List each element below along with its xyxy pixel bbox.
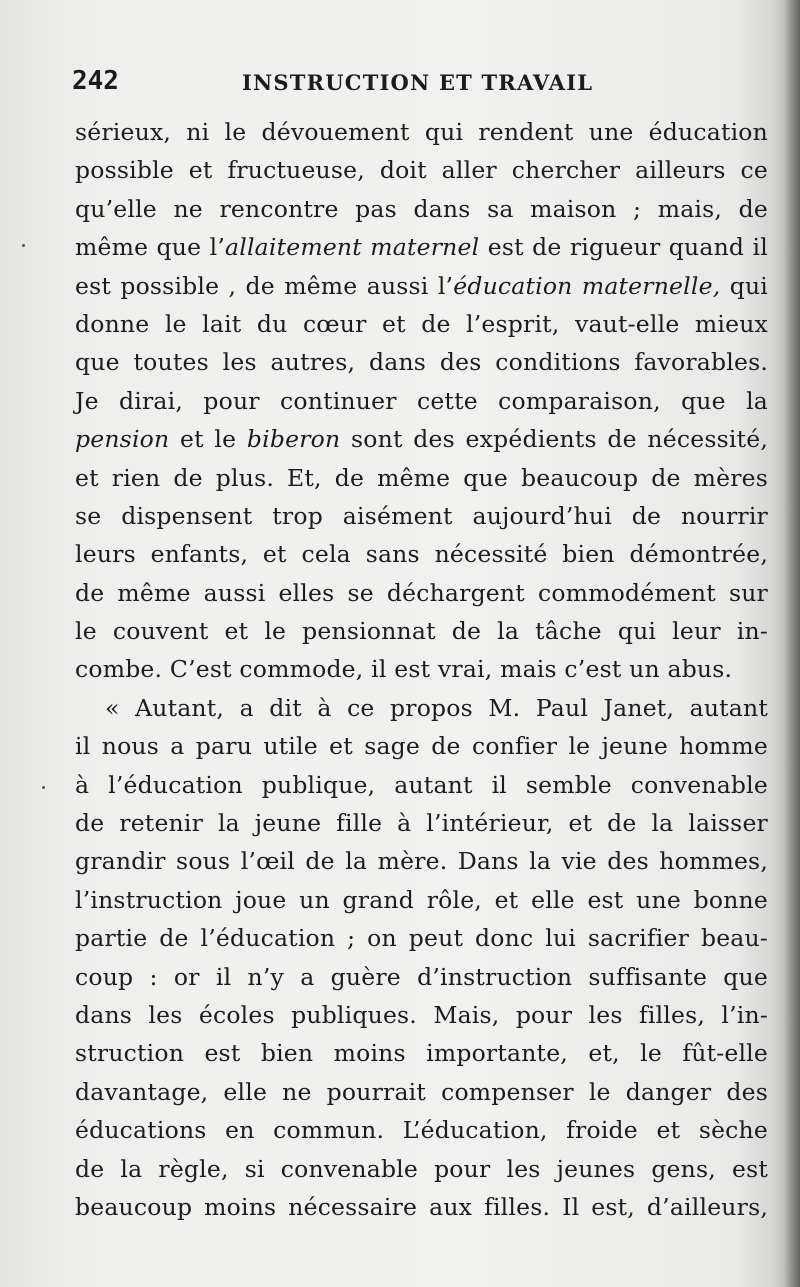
text-run: qu’elle ne rencontre pas dans sa maison ; mais, de [75, 194, 768, 223]
text-run: de la règle, si convenable pour les jeunes gens, est [75, 1154, 768, 1183]
text-line [75, 1073, 768, 1111]
text-line [75, 420, 768, 458]
text-line [75, 1034, 768, 1072]
text-line [75, 190, 768, 228]
text-line [75, 267, 768, 305]
text-line [75, 804, 768, 842]
text-line [75, 689, 768, 727]
text-run: l’instruction joue un grand rôle, et elle est une bonne [75, 885, 768, 914]
text-run: struction est bien moins importante, et, le fût-elle [75, 1039, 768, 1068]
text-line [75, 1150, 768, 1188]
text-run: davantage, elle ne pourrait compenser le danger des [75, 1077, 768, 1106]
text-line [75, 343, 768, 381]
speck-mark [42, 786, 45, 789]
page-edge-shadow [774, 0, 800, 1287]
text-run: est possible , de même aussi l’ [75, 271, 454, 300]
page-number: 242 [72, 66, 119, 96]
text-line [75, 842, 768, 880]
text-run: que toutes les autres, dans des conditions favorables. [75, 348, 768, 377]
text-line [75, 1188, 768, 1226]
text-run: et rien de plus. Et, de même que beaucoup de mères [75, 463, 768, 492]
running-head: INSTRUCTION ET TRAVAIL [242, 70, 594, 95]
text-line [75, 650, 768, 688]
text-line [75, 459, 768, 497]
text-run: éducations en commun. L’éducation, froide et sèche [75, 1116, 768, 1145]
text-run: grandir sous l’œil de la mère. Dans la vie des hommes, [75, 847, 768, 876]
text-run: sont des expédients de nécessité, [340, 425, 768, 454]
text-line [75, 151, 768, 189]
text-run: possible et fructueuse, doit aller chercher ailleurs ce [75, 156, 768, 185]
text-run: sérieux, ni le dévouement qui rendent une éducation [75, 118, 768, 146]
text-line [75, 305, 768, 343]
text-run: leurs enfants, et cela sans nécessité bien démontrée, [75, 540, 768, 569]
page-header [72, 66, 772, 102]
italic-text: éducation maternelle, [453, 271, 721, 300]
text-run: est de rigueur quand il [479, 233, 768, 262]
text-line [75, 727, 768, 765]
text-run: il nous a paru utile et sage de confier le jeune homme [75, 732, 768, 761]
text-line [75, 881, 768, 919]
text-line [75, 919, 768, 957]
text-run: Je dirai, pour continuer cette comparaison, que la [75, 386, 768, 415]
text-line [75, 497, 768, 535]
text-run: coup : or il n’y a guère d’instruction suffisante que [75, 962, 768, 991]
text-line [75, 996, 768, 1034]
text-line [75, 574, 768, 612]
text-line [75, 535, 768, 573]
text-run: de même aussi elles se déchargent commodément sur [75, 578, 768, 607]
text-run: de retenir la jeune fille à l’intérieur, et de la laisser [75, 809, 768, 838]
text-line [75, 612, 768, 650]
text-line [75, 1111, 768, 1149]
text-run: combe. C’est commode, il est vrai, mais c’est un abus. [75, 655, 733, 684]
text-line [75, 958, 768, 996]
text-run: donne le lait du cœur et de l’esprit, vaut-elle mieux [75, 309, 768, 338]
text-run: « Autant, a dit à ce propos M. Paul Janet, autant [105, 693, 768, 722]
text-line [75, 766, 768, 804]
text-run: se dispensent trop aisément aujourd’hui de nourrir [75, 501, 768, 530]
text-run: même que l’ [75, 233, 226, 262]
text-run: qui [720, 271, 768, 300]
italic-text: allaitement maternel [225, 233, 480, 262]
text-line [75, 113, 768, 151]
speck-mark [22, 244, 25, 247]
text-line [75, 228, 768, 266]
text-line [75, 382, 768, 420]
text-run: le couvent et le pensionnat de la tâche qui leur in- [75, 617, 768, 646]
italic-text: biberon [246, 425, 341, 454]
text-run: et le [169, 425, 247, 454]
text-run: dans les écoles publiques. Mais, pour les filles, l’in- [75, 1000, 768, 1029]
body-text [75, 113, 768, 1226]
text-run: partie de l’éducation ; on peut donc lui sacrifier beau- [75, 924, 768, 953]
text-run: beaucoup moins nécessaire aux filles. Il est, d’ailleurs, [75, 1192, 768, 1221]
italic-text: pension [75, 425, 170, 454]
text-run: à l’éducation publique, autant il semble convenable [75, 770, 768, 799]
